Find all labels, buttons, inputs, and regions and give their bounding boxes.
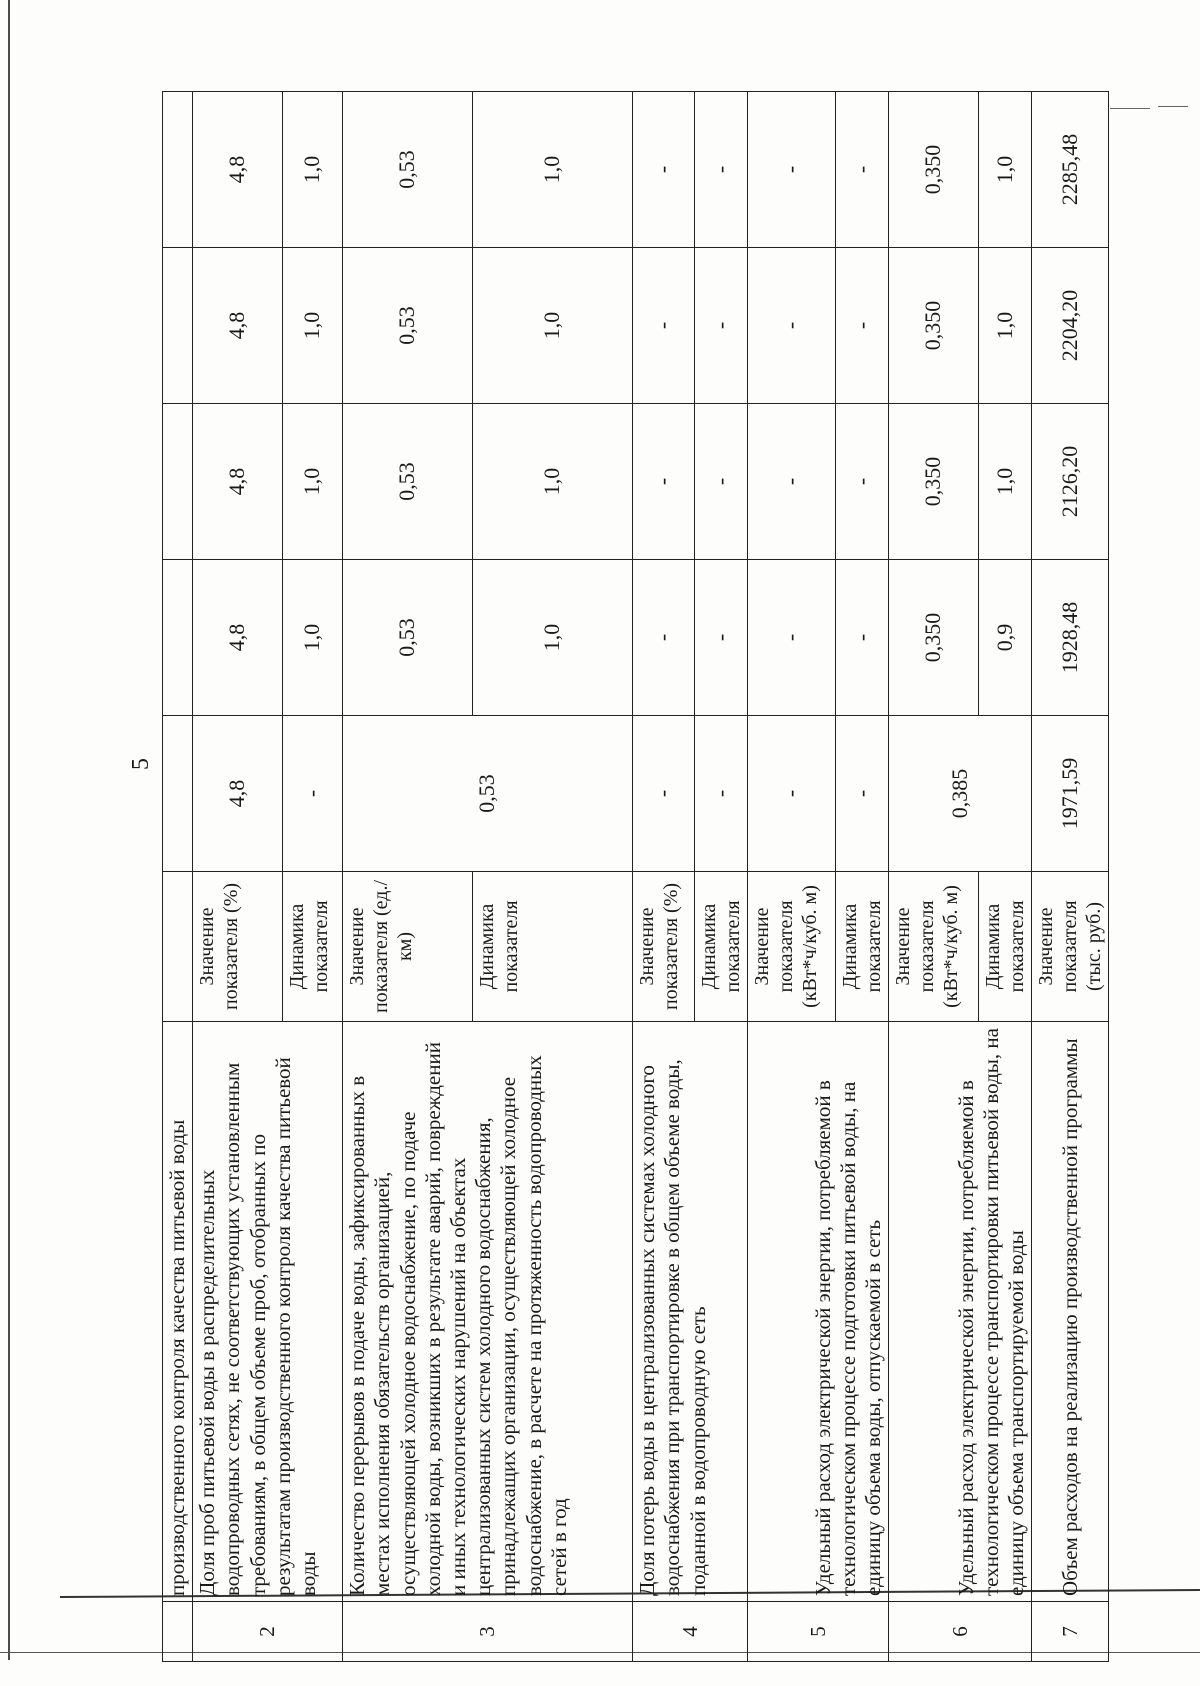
unit-label: Значение показателя (тыс. руб.)	[1032, 872, 1109, 1022]
value-cell: 1,0	[283, 404, 343, 560]
value-cell: -	[695, 716, 748, 872]
value-cell: 0,53	[343, 716, 633, 872]
row-number: 2	[193, 1602, 343, 1662]
value-cell: 0,53	[343, 248, 473, 404]
value-cell: -	[836, 560, 889, 716]
unit-label: Значение показателя (кВт*ч/куб. м)	[748, 872, 836, 1022]
table-row	[163, 92, 193, 1662]
table-row	[748, 92, 836, 1662]
value-cell: -	[836, 248, 889, 404]
table-cell	[163, 872, 193, 1022]
value-cell: -	[748, 560, 836, 716]
table-row	[193, 92, 283, 1662]
row-number: 3	[343, 1602, 633, 1662]
unit-label: Динамика показателя	[836, 872, 889, 1022]
row-description: Удельный расход электрической энергии, потребляемой в технологическом процессе подготовки питьевой воды, на единицу объема воды, отпускаемой в сеть	[748, 1022, 889, 1602]
value-cell: 1971,59	[1032, 716, 1109, 872]
value-cell: 2285,48	[1032, 92, 1109, 248]
value-cell: 4,8	[193, 716, 283, 872]
unit-label: Значение показателя (%)	[193, 872, 283, 1022]
indicators-table	[162, 91, 1109, 1662]
value-cell: -	[633, 404, 695, 560]
value-cell: -	[695, 248, 748, 404]
value-cell: 0,350	[889, 92, 979, 248]
header-continuation: производственного контроля качества питьевой воды	[163, 1022, 193, 1602]
value-cell: -	[748, 92, 836, 248]
value-cell: 1,0	[283, 560, 343, 716]
value-cell: 1,0	[283, 92, 343, 248]
row-number: 5	[748, 1602, 889, 1662]
value-cell: 4,8	[193, 560, 283, 716]
value-cell: 2204,20	[1032, 248, 1109, 404]
value-cell: -	[633, 248, 695, 404]
row-description: Объем расходов на реализацию производственной программы	[1032, 1022, 1109, 1602]
row-description: Количество перерывов в подаче воды, зафиксированных в местах исполнения обязательств организацией, осуществляющей холодное водоснабжение, по подаче холодной воды, возникших в результате аварий, повреждений и иных технологических нарушений на объектах централизованных систем холодного водоснабжения, принадлежащих организации, осуществляющей холодное водоснабжение, в расчете на протяженность водопроводных сетей в год	[343, 1022, 633, 1602]
row-number: 7	[1032, 1602, 1109, 1662]
value-cell: -	[695, 560, 748, 716]
scan-mark	[1110, 108, 1150, 109]
unit-label: Динамика показателя	[283, 872, 343, 1022]
value-cell: 4,8	[193, 92, 283, 248]
value-cell: 0,385	[889, 716, 1032, 872]
table-cell	[163, 1602, 193, 1662]
row-description: Удельный расход электрической энергии, потребляемой в технологическом процессе транспортировки питьевой воды, на единицу объема транспортируемой воды	[889, 1022, 1032, 1602]
value-cell: 0,9	[979, 560, 1032, 716]
table-cell	[163, 248, 193, 404]
value-cell: 1,0	[979, 404, 1032, 560]
unit-label: Значение показателя (кВт*ч/куб. м)	[889, 872, 979, 1022]
table-cell	[163, 716, 193, 872]
table-cell	[163, 92, 193, 248]
rotated-table-container	[162, 92, 1106, 1662]
value-cell: 4,8	[193, 248, 283, 404]
value-cell: 0,350	[889, 248, 979, 404]
page-number: 5	[128, 758, 154, 770]
table-row	[343, 92, 473, 1662]
scan-edge-left	[8, 0, 10, 1660]
value-cell: -	[633, 716, 695, 872]
row-description: Доля проб питьевой воды в распределительных водопроводных сетях, не соответствующих установленным требованиям, в общем объеме проб, отобранных по результатам производственного контроля качества питьевой воды	[193, 1022, 343, 1602]
value-cell: -	[633, 92, 695, 248]
unit-label: Динамика показателя	[979, 872, 1032, 1022]
row-number: 4	[633, 1602, 748, 1662]
row-number: 6	[889, 1602, 1032, 1662]
value-cell: 1,0	[473, 404, 633, 560]
row-description: Доля потерь воды в централизованных системах холодного водоснабжения при транспортировке в общем объеме воды, поданной в водопроводную сеть	[633, 1022, 748, 1602]
value-cell: 1928,48	[1032, 560, 1109, 716]
scan-mark	[1158, 106, 1188, 107]
table-row	[633, 92, 695, 1662]
value-cell: -	[836, 404, 889, 560]
unit-label: Динамика показателя	[695, 872, 748, 1022]
value-cell: 0,350	[889, 560, 979, 716]
table-cell	[163, 560, 193, 716]
value-cell: -	[695, 92, 748, 248]
value-cell: 0,350	[889, 404, 979, 560]
table-row	[889, 92, 979, 1662]
value-cell: 1,0	[979, 248, 1032, 404]
value-cell: 0,53	[343, 404, 473, 560]
value-cell: 1,0	[283, 248, 343, 404]
table-cell	[163, 404, 193, 560]
value-cell: 1,0	[979, 92, 1032, 248]
value-cell: 0,53	[343, 560, 473, 716]
unit-label: Динамика показателя	[473, 872, 633, 1022]
value-cell: 2126,20	[1032, 404, 1109, 560]
unit-label: Значение показателя (ед./км)	[343, 872, 473, 1022]
value-cell: 4,8	[193, 404, 283, 560]
value-cell: 0,53	[343, 92, 473, 248]
value-cell: -	[695, 404, 748, 560]
unit-label: Значение показателя (%)	[633, 872, 695, 1022]
value-cell: -	[748, 248, 836, 404]
value-cell: -	[633, 560, 695, 716]
value-cell: -	[283, 716, 343, 872]
value-cell: -	[836, 92, 889, 248]
value-cell: 1,0	[473, 560, 633, 716]
table-row	[1032, 92, 1109, 1662]
value-cell: -	[748, 404, 836, 560]
value-cell: -	[836, 716, 889, 872]
value-cell: 1,0	[473, 92, 633, 248]
value-cell: 1,0	[473, 248, 633, 404]
value-cell: -	[748, 716, 836, 872]
